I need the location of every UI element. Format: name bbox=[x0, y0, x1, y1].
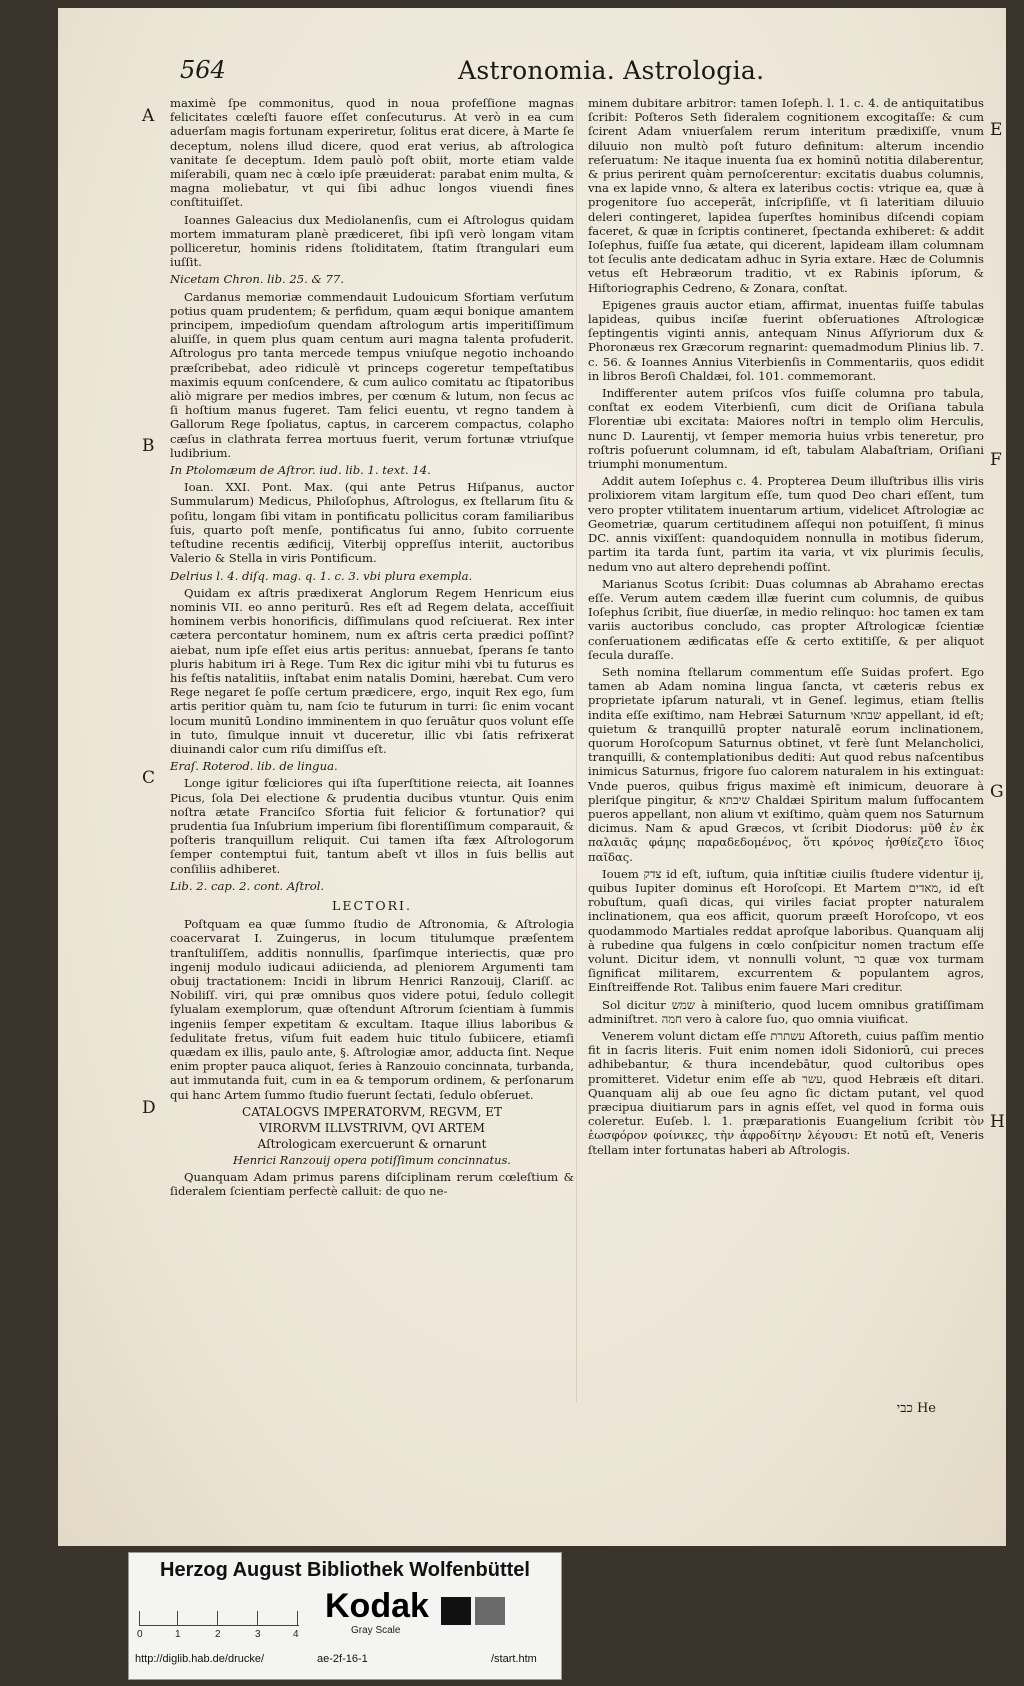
paragraph: Addit autem Ioſephus c. 4. Propterea Deum illuſtribus illis viris prolixiorem vitam largitum eſſe, tum quod Deo chari eſſent, tum vero propter vtilitatem inuentarum artium, videlicet Aſtrologiæ ac Geometriæ, quarum certitudinem aſſequi non potuiſſent, ſi minus DC. annis vixiſſent: quandoquidem nonnulla in motibus ſiderum, partim ita tarda ſunt, partim ita varia, vt vix plurimis ſeculis, nedum vno aut altero deprehendi poſſint. bbox=[588, 474, 984, 574]
scale-number: 3 bbox=[255, 1629, 261, 1640]
margin-marker-h: H bbox=[990, 1112, 1005, 1132]
paragraph: Indifferenter autem priſcos vſos fuiſſe columna pro tabula, conſtat ex eodem Viterbienſi, cum dicit de Oriſiana tabula Florentiæ ubi excitata: Maiores noſtri in templo olim Herculis, nunc D. Laurentij, vt ſemper memoria huius vrbis teneretur, pro roſtris poſuerunt columnam, id eſt, tabulam Alabaſtriam, Oriſiani triumphi monumentum. bbox=[588, 386, 984, 472]
lector-heading: LECTORI. bbox=[332, 897, 412, 913]
gray-scale-label: Gray Scale bbox=[351, 1625, 401, 1636]
margin-marker-e: E bbox=[990, 120, 1003, 140]
paragraph: Marianus Scotus ſcribit: Duas columnas ab Abrahamo erectas eſſe. Verum autem cædem illæ fuerint cum columnis, de quibus Ioſephus ſcribit, ſiue diuerſæ, in medio relinquo: hoc tamen ex tam variis auctoribus concludo, cas propter Aſtrologicæ ſcientiæ conſeruationem ædificatas eſſe & certo extitiſſe, & per aliquot ſecula duraſſe. bbox=[588, 576, 984, 662]
paragraph: Ioannes Galeacius dux Mediolanenſis, cum ei Aſtrologus quidam mortem immaturam planè prædiceret, ſibi ipſi verò longam vitam polliceretur, hominis ridens ſtoliditatem, ſtatim ſtrangulari eum iuſſit. bbox=[170, 212, 574, 270]
catchword: כבי He bbox=[896, 1401, 936, 1416]
paragraph: Venerem volunt dictam eſſe עשתרת Aſtoreth, cuius paſſim mentio fit in ſacris literis. Fuit enim nomen idoli Sidoniorū, cui preces adhibebantur, & thura incendebātur, quod cultoribus opes promitteret. Videtur enim eſſe ab עשר, quod Hebræis eſt ditari. Quanquam alij ab oue ſeu agno ſic dictam putant, vel quod præcipua diuitiarum pars in agnis eſſet, vel quod in forma ouis coleretur. Euſeb. l. 1. præparationis Euangelium ſcribit τὸν ἑωσφόρον φοίνικες, τὴν ἀφροδίτην λέγουσι: Et notū eſt, Veneris ſtellam inter fortunatas haberi ab Aſtrologis. bbox=[588, 1029, 985, 1157]
library-url: http://diglib.hab.de/drucke/ bbox=[135, 1653, 265, 1665]
start-file: /start.htm bbox=[491, 1653, 537, 1665]
citation: Nicetam Chron. lib. 25. & 77. bbox=[170, 272, 344, 287]
margin-marker-f: F bbox=[990, 450, 1002, 470]
margin-marker-c: C bbox=[142, 768, 156, 788]
citation: In Ptolomæum de Aſtror. iud. lib. 1. text. 14. bbox=[170, 463, 431, 478]
library-name: Herzog August Bibliothek Wolfenbüttel bbox=[160, 1559, 530, 1581]
book-page bbox=[58, 8, 1006, 1546]
scale-number: 4 bbox=[293, 1629, 299, 1640]
running-head: Astronomia. Astrologia. bbox=[458, 56, 765, 85]
paragraph: Seth nomina ſtellarum commentum eſſe Suidas profert. Ego tamen ab Adam nomina lingua ſancta, vt cæteris rebus ex proprietate ipſarum naturali, vt in Geneſ. legimus, etiam ſtellis indita eſſe exiſtimo, nam Hebræi Saturnum שבתאי appellant, id eſt; quietum & tranquillū propter naturalē eorum inclinationem, quorum Horoſcopum Saturnus obtinet, vt ferè ſunt Melancholici, tranquilli, & contemplationibus dediti: Aut quod rebus naſcentibus inimicus Saturnus, frigore ſuo calorem naturalem in his extinguat: Vnde pueros, quibus frigus maximè eſt inimicum, deuorare à pleriſque pingitur, & שיבתא Chaldæi Spiritum malum ſuffocantem pueros appellant, non alium vt exiſtimo, quàm quem nos Saturnum dicimus. Nam & apud Græcos, vt ſcribit Diodorus: μῦθ̓ ἐν ἐκ παλαιᾶς φάμης παραδεδομένος, ὅτι κρόνος ἠσθίεζετο ἴδιος παῖδας. bbox=[588, 664, 984, 864]
margin-marker-g: G bbox=[990, 782, 1004, 802]
catalog-title-line: Aſtrologicam exercuerunt & ornarunt bbox=[257, 1137, 487, 1152]
paragraph: Ioan. XXI. Pont. Max. (qui ante Petrus Hiſpanus, auctor Summularum) Medicus, Philoſophus, Aſtrologus, ex ſtellarum ſitu & poſitu, longam ſibi vitam in pontificatu pollicitus coram familiaribus ſuis, quarto poſt menſe, pontificatus ſui anno, ſubito corruente teſtudine recentis ædificij, Viterbij oppreſſus interiit, auctoribus Valerio & Stella in viris Pontificum. bbox=[170, 480, 574, 566]
citation: Eraſ. Roterod. lib. de lingua. bbox=[170, 759, 338, 774]
citation: Delrius l. 4. diſq. mag. q. 1. c. 3. vbi plura exempla. bbox=[170, 568, 473, 583]
page-number: 564 bbox=[180, 56, 226, 84]
gray-patch-black bbox=[441, 1597, 471, 1625]
left-column bbox=[170, 96, 574, 1201]
paragraph: Quanquam Adam primus parens diſciplinam rerum cœleſtium & ſideralem ſcientiam perfectè calluit: de quo ne- bbox=[170, 1169, 574, 1198]
scale-number: 0 bbox=[137, 1629, 143, 1640]
paragraph: minem dubitare arbitror: tamen Ioſeph. l. 1. c. 4. de antiquitatibus ſcribit: Poſteros Seth ſideralem cognitionem excogitaſſe: & cum ſcirent Adam vniuerſalem rerum interitum prædixiſſe, vnum diluuio non multò poſt futuro definitum: alterum incendio reſeruatum: Ne itaque inuenta ſua ex hominū notitia dilaberentur, & prius perirent quàm pernoſcerentur: excitatis duabus columnis, vna ex lapide vnno, & altera ex lateribus coctis: vtrique ea, quæ à progenitore ſuo acceperāt, inſcripſiſſe, vt ſi lateritiam diluuio deleri contingeret, lapidea ſuperſtes hominibus diſcendi copiam faceret, & quæ in ſcriptis contineret, ſpectanda exhiberet: & addit Ioſephus, fuiſſe ſua ætate, qui dicerent, lapideam illam columnam tot ſeculis ante dedicatam adhuc in Syria extare. Hæc de Columnis vetus eſt Hebræorum traditio, vt ex Rabinis ipſorum, & Hiſtoriographis Cedreno, & Zonara, conſtat. bbox=[588, 96, 984, 295]
margin-marker-d: D bbox=[142, 1098, 156, 1118]
margin-marker-a: A bbox=[142, 106, 155, 126]
scale-number: 1 bbox=[175, 1629, 181, 1640]
paragraph: Epigenes grauis auctor etiam, affirmat, inuentas fuiſſe tabulas lapideas, quibus inciſæ fuerint obſeruationes Aſtrologicæ ſeptingentis viginti annis, antequam Ninus Aſſyriorum dux & Phoronæus rex Græcorum regnarint: quemadmodum Plinius lib. 7. c. 56. & Ioannes Annius Viterbienſis in Commentariis, quos edidit in libros Beroſi Chaldæi, fol. 101. commemorant. bbox=[588, 297, 984, 383]
gray-patch-mid bbox=[475, 1597, 505, 1625]
column-divider bbox=[576, 102, 577, 1402]
paragraph: Cardanus memoriæ commendauit Ludouicum Sfortiam verſutum potius quam prudentem; & perfidum, quam æqui bonique amantem principem, impedioſum quendam aſtrologum artis imperitiſſimum aluiſſe, in quem plus quam centum auri magna talenta profuderit. Aſtrologus pro tanta mercede tempus vniuſque negotio inchoando præſcribebat, adeo ridiculè vt princeps cogeretur tempeſtatibus maximis equum conſcendere, & cum aulico comitatu ac ſtipatoribus aliò migrare per medios imbres, per cœnum & lutum, non ſecus ac ſi hoſtium manus fugeret. Tam felici euentu, vt regno tandem à Gallorum Rege ſpoliatus, captus, in carcerem compactus, colapho cæſus in clathrata ferrea mortuus fuerit, verum fortunæ vtriuſque ludibrium. bbox=[170, 289, 574, 460]
paragraph: maximè ſpe commonitus, quod in noua profeſſione magnas felicitates cœleſti fauore eſſet conſecuturus. At verò in ea cum aduerſam magis fortunam experiretur, ſolitus erat dicere, à Marte ſe deceptum, nolens illud dicere, quod erat verius, ab aſtrologica vanitate ſe deceptum. Idem paulò poſt obiit, morte etiam valde miſerabili, quam nec à cœlo ipſe præuiderat: parabat enim multa, & magna moliebatur, vt qui ſibi adhuc longos viuendi fines conſtituiſſet. bbox=[170, 96, 574, 210]
margin-marker-b: B bbox=[142, 436, 155, 456]
right-column bbox=[588, 96, 984, 1160]
library-label bbox=[128, 1552, 562, 1680]
catalog-title-line: CATALOGVS IMPERATORVM, REGVM, ET bbox=[242, 1104, 502, 1119]
kodak-logo: Kodak bbox=[325, 1587, 429, 1625]
paragraph: Quidam ex aſtris prædixerat Anglorum Regem Henricum eius nominis VII. eo anno periturū. Res eſt ad Regem delata, acceſſiuit hominem verbis honorificis, diſſimulans quod reſciuerat. Rex inter cætera percontatur hominem, num ex aſtris certa prædici poſſint? aiebat, num ipſe eſſet eius artis peritus: annuebat, ſperans ſe tanto pluris habitum iri à Rege. Tum Rex dic igitur mihi vbi tu futurus es his feſtis natalitiis, inſtabat enim natalis Domini, hærebat. Cum vero Rege negaret ſe poſſe certum prædicere, ergo, inquit Rex ego, ſum artis peritior quàm tu, nam ſcio te futurum in turri: ſic enim vocant locum munitū Londino imminentem in quo ſeruātur quos volunt eſſe in tuto, ſimulque innuit vt duceretur, illic vbi ſatis refrixerat diuinandi calor cum riſu dimiſſus eſt. bbox=[170, 585, 574, 756]
shelfmark: ae-2f-16-1 bbox=[317, 1653, 368, 1665]
catalog-title-line: VIRORVM ILLVSTRIVM, QVI ARTEM bbox=[259, 1121, 485, 1136]
paragraph: Sol dicitur שמש à miniſterio, quod lucem omnibus gratiſſimam adminiſtret. חמה vero à calore ſuo, quo omnia viuificat. bbox=[588, 997, 985, 1026]
catalog-title-line: Henrici Ranzouij opera potiſſimum concinnatus. bbox=[233, 1153, 511, 1168]
gray-scale-ruler bbox=[139, 1599, 299, 1626]
page-header bbox=[58, 56, 1006, 96]
paragraph: Poſtquam ea quæ ſummo ſtudio de Aſtronomia, & Aſtrologia coacervarat I. Zuingerus, in locum titulumque præſentem tranſtuliſſem, additis nonnullis, ſparſimque interiectis, quæ pro ingenij modulo iudicaui adiicienda, ad pleniorem Argumenti tam obuij tractationem: Incidi in librum Henrici Ranzouij, Clariſſ. ac Nobiliſſ. viri, qui præ omnibus quos videre potui, ſedulo collegit ſylualam exemplorum, quæ oſtendunt Aſtrorum ſcientiam à ſummis ingeniis ſemper expetitam & excultam. Itaque illius laboribus & ſedulitate fretus, viſum fuit eadem huic titulo ſubiicere, etiamſi quædam ex illis, paulo ante, §. Aſtrologiæ amor, adducta ſint. Neque enim propter pauca aliquot, ſeries à Ranzouio concinnata, turbanda, aut immutanda fuit, cum in ea & temporum ordinem, & perſonarum qui hanc Artem ſummo ſtudio fuerunt ſectati, ſedulo obſeruet. bbox=[170, 917, 574, 1102]
paragraph: Longe igitur fœliciores qui iſta ſuperſtitione reiecta, ait Ioannes Picus, ſola Dei electione & prudentia ducibus vtuntur. Quis enim noſtra ætate Franciſco Sfortia fuit felicior & fortunatior? qui prudentia ſua Inſubrium imperium ſibi florentiſſimum comparauit, & poſteris tranquillum reliquit. Cui tamen iſta fæx Aſtrologorum ſemper contemptui fuit, tantum abeſt vt illos in ſuis bellis aut conſiliis adhiberet. bbox=[170, 776, 574, 876]
citation: Lib. 2. cap. 2. cont. Aſtrol. bbox=[170, 878, 325, 893]
paragraph: Iouem צדק id eſt, iuſtum, quia inſtitiæ ciuilis ſtudere videntur ij, quibus Iupiter dominus eſt Horoſcopi. Et Martem מאדים, id eſt robuſtum, quaſi dicas, qui viriles faciat propter naturalem inclinationem, qua eos afficit, quorum præeſt Horoſcopo, vt eos quodammodo Martiales reddat aproſque laboribus. Quanquam alij à rubedine qua fulgens in cœlo conſpicitur nomen tractum eſſe volunt. Dicitur idem, vt nonnulli volunt, בר quæ vox turmam ſignificat militarem, excurrentem & populantem agros, Einſtreiffende Rot. Talibus enim fauere Mari creditur. bbox=[588, 866, 985, 995]
scale-number: 2 bbox=[215, 1629, 221, 1640]
